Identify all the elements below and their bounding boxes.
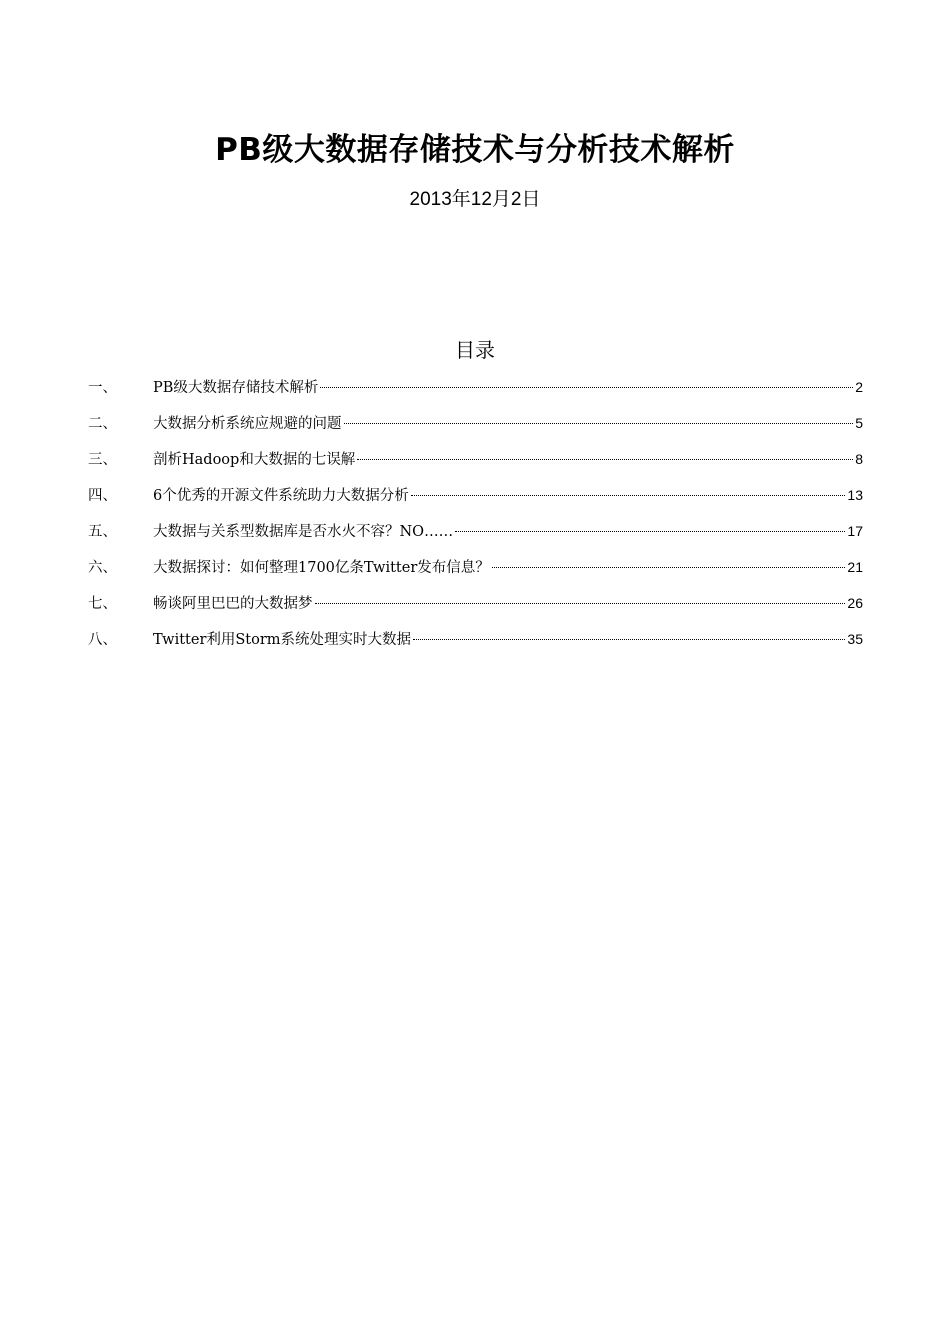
- toc-entry-number: 三、: [88, 452, 117, 468]
- toc-entry-number: 六、: [88, 560, 117, 576]
- toc-entry-title[interactable]: 大数据与关系型数据库是否水火不容？NO……: [153, 524, 454, 540]
- toc-entry-title[interactable]: Twitter利用Storm系统处理实时大数据: [153, 632, 412, 648]
- toc-entry-5[interactable]: [88, 518, 863, 554]
- toc-entry-title[interactable]: 大数据分析系统应规避的问题: [153, 416, 342, 432]
- toc-entry-number: 四、: [88, 488, 117, 504]
- toc-dot-leader: [320, 387, 853, 388]
- toc-entry-3[interactable]: [88, 446, 863, 482]
- toc-entry-4[interactable]: [88, 482, 863, 518]
- toc-entry-page[interactable]: 35: [847, 631, 863, 647]
- toc-entry-title[interactable]: PB级大数据存储技术解析: [153, 380, 319, 396]
- toc-entry-page[interactable]: 8: [855, 451, 863, 467]
- toc-entry-number: 五、: [88, 524, 117, 540]
- toc-entry-page[interactable]: 17: [847, 523, 863, 539]
- toc-entry-page[interactable]: 21: [847, 559, 863, 575]
- toc-entry-number: 二、: [88, 416, 117, 432]
- toc-entry-2[interactable]: [88, 410, 863, 446]
- toc-heading: 目录: [455, 338, 495, 362]
- toc-entry-7[interactable]: [88, 590, 863, 626]
- toc-dot-leader: [344, 423, 854, 424]
- toc-entry-page[interactable]: 2: [855, 379, 863, 395]
- document-title: PB级大数据存储技术与分析技术解析: [215, 132, 735, 168]
- toc-entry-title[interactable]: 大数据探讨：如何整理1700亿条Twitter发布信息？: [153, 560, 490, 576]
- toc-entry-page[interactable]: 26: [847, 595, 863, 611]
- toc-dot-leader: [492, 567, 846, 568]
- toc-entry-page[interactable]: 13: [847, 487, 863, 503]
- toc-entry-title[interactable]: 剖析Hadoop和大数据的七误解: [153, 452, 356, 468]
- toc-entry-1[interactable]: [88, 374, 863, 410]
- toc-dot-leader: [413, 639, 845, 640]
- toc-entry-title[interactable]: 6个优秀的开源文件系统助力大数据分析: [153, 488, 409, 504]
- toc-entry-6[interactable]: [88, 554, 863, 590]
- toc-entry-number: 七、: [88, 596, 117, 612]
- toc-dot-leader: [411, 495, 846, 496]
- document-date: 2013年12月2日: [409, 189, 541, 210]
- toc-entry-title[interactable]: 畅谈阿里巴巴的大数据梦: [153, 596, 313, 612]
- table-of-contents: [88, 374, 863, 662]
- toc-dot-leader: [357, 459, 853, 460]
- toc-entry-8[interactable]: [88, 626, 863, 662]
- toc-entry-number: 一、: [88, 380, 117, 396]
- toc-entry-number: 八、: [88, 632, 117, 648]
- toc-dot-leader: [455, 531, 845, 532]
- toc-dot-leader: [315, 603, 846, 604]
- toc-entry-page[interactable]: 5: [855, 415, 863, 431]
